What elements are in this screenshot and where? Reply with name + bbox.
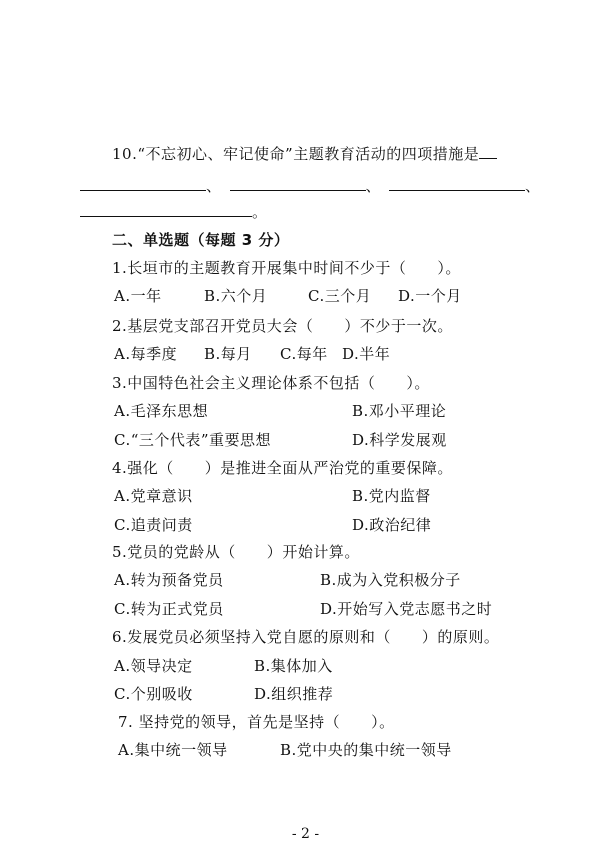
option-b: B.每月: [204, 345, 252, 363]
option-d: D.一个月: [398, 287, 462, 305]
answer-blank-2: [230, 176, 366, 191]
option-c: C.追责问责: [114, 516, 193, 534]
page-number: - 2 -: [291, 826, 320, 842]
separator: 、: [525, 177, 541, 195]
option-c: C.个别吸收: [114, 685, 193, 703]
option-a: A.每季度: [114, 345, 178, 363]
answer-blank-1: [479, 144, 497, 159]
option-d: D.组织推荐: [254, 685, 334, 703]
question-2: 2.基层党支部召开党员大会（ ）不少于一次。: [112, 317, 453, 335]
option-c: C.“三个代表”重要思想: [114, 431, 272, 449]
option-b: B.党内监督: [352, 487, 431, 505]
option-c: C.三个月: [308, 287, 372, 305]
option-a: A.领导决定: [114, 657, 193, 675]
answer-blank-3: [389, 176, 525, 191]
question-3: 3.中国特色社会主义理论体系不包括（ ）。: [112, 374, 430, 392]
question-1: 1.长垣市的主题教育开展集中时间不少于（ ）。: [112, 259, 461, 277]
question-10: [112, 144, 497, 164]
option-c: C.转为正式党员: [114, 600, 224, 618]
option-a: A.一年: [114, 287, 162, 305]
question-4: 4.强化（ ）是推进全面从严治党的重要保障。: [112, 459, 453, 477]
option-a: A.党章意识: [114, 487, 193, 505]
option-c: C.每年: [280, 345, 328, 363]
separator: 、: [206, 177, 222, 195]
option-b: B.集体加入: [254, 657, 333, 675]
period: 。: [252, 203, 268, 221]
option-a: A.转为预备党员: [114, 571, 224, 589]
option-d: D.开始写入党志愿书之时: [320, 600, 493, 618]
section-heading: 二、单选题（每题 3 分）: [112, 231, 290, 249]
separator: 、: [365, 177, 382, 195]
option-d: D.政治纪律: [352, 516, 432, 534]
question-5: 5.党员的党龄从（ ）开始计算。: [112, 543, 360, 561]
option-b: B.六个月: [204, 287, 268, 305]
question-10-text: 10.“不忘初心、牢记使命”主题教育活动的四项措施是: [112, 145, 480, 163]
question-7: 7. 坚持党的领导，首先是坚持（ ）。: [118, 713, 395, 731]
option-b: B.党中央的集中统一领导: [280, 741, 452, 759]
answer-blank-1b: [80, 176, 206, 191]
option-d: D.半年: [342, 345, 391, 363]
option-a: A.集中统一领导: [118, 741, 228, 759]
option-a: A.毛泽东思想: [114, 402, 209, 420]
answer-blank-4: [80, 202, 252, 217]
option-b: B.邓小平理论: [352, 402, 447, 420]
question-10-continued: [80, 176, 541, 196]
question-10-end: [80, 202, 268, 222]
question-6: 6.发展党员必须坚持入党自愿的原则和（ ）的原则。: [112, 628, 500, 646]
option-b: B.成为入党积极分子: [320, 571, 461, 589]
option-d: D.科学发展观: [352, 431, 447, 449]
